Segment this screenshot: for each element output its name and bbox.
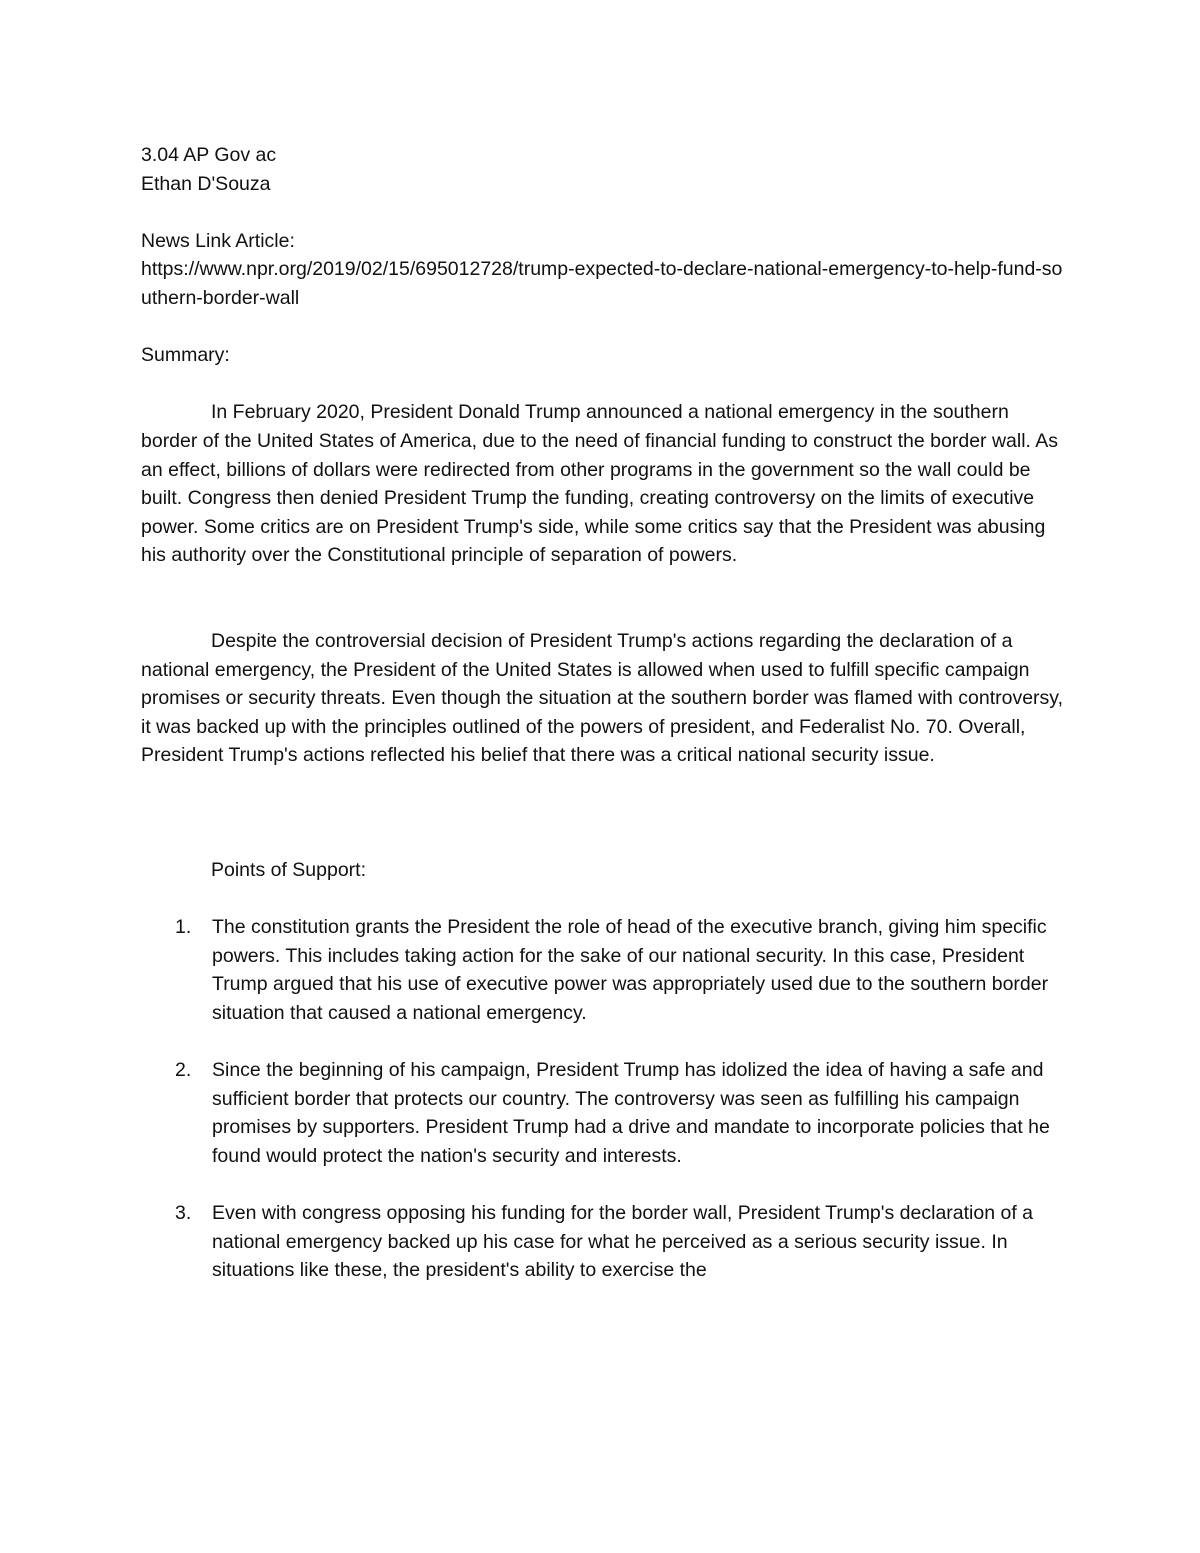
list-item: [141, 1056, 1066, 1170]
list-item-text: Even with congress opposing his funding for the border wall, President Trump's declaration of a national emergency backed up his case for what he perceived as a serious security issue. In situations like these, the president's ability to exercise the: [212, 1201, 1034, 1282]
list-item-text: Since the beginning of his campaign, President Trump has idolized the idea of having a safe and sufficient border that protects our country. The controversy was seen as fulfilling his campaign promises by supporters. President Trump had a drive and mandate to incorporate policies that he found would protect the nation's security and interests.: [212, 1059, 1050, 1167]
summary-paragraph-2: Despite the controversial decision of President Trump's actions regarding the declaration of a national emergency, the President of the United States is allowed when used to fulfill specific campaign promises or security threats. Even though the situation at the southern border was flamed with controversy, it was backed up with the principles outlined of the powers of president, and Federalist No. 70. Overall, President Trump's actions reflected his belief that there was a critical national security issue.: [141, 630, 1064, 767]
list-item: [141, 913, 1066, 1027]
spacer: [141, 770, 1066, 799]
spacer: [141, 313, 1066, 342]
list-item-text: The constitution grants the President the role of head of the executive branch, giving him specific powers. This includes taking action for the sake of our national security. In this case, President Trump argued that his use of executive power was appropriately used due to the southern border situation that caused a national emergency.: [212, 916, 1049, 1024]
spacer: [141, 799, 1066, 828]
points-of-support-label: Points of Support:: [211, 858, 367, 881]
list-item-number: 3.: [175, 1201, 192, 1224]
spacer: [141, 599, 1066, 628]
spacer: [141, 884, 1066, 913]
spacer: [141, 198, 1066, 227]
summary-label: Summary:: [141, 344, 230, 367]
spacer: [141, 370, 1066, 399]
document-title: 3.04 AP Gov ac: [141, 144, 277, 166]
news-link-url[interactable]: https://www.npr.org/2019/02/15/695012728/trump-expected-to-declare-national-emergency-to-help-fund-southern-border-wall: [141, 258, 1063, 309]
list-item: [141, 1199, 1066, 1285]
document-body: [141, 141, 1066, 1313]
summary-paragraph-1: In February 2020, President Donald Trump announced a national emergency in the southern border of the United States of America, due to the need of financial funding to construct the border wall. As an effect, billions of dollars were redirected from other programs in the government so the wall could be built. Congress then denied President Trump the funding, creating controversy on the limits of executive power. Some critics are on President Trump's side, while some critics say that the President was abusing his authority over the Constitutional principle of separation of powers.: [141, 401, 1059, 567]
author-name: Ethan D'Souza: [141, 172, 271, 195]
list-item-number: 2.: [175, 1059, 192, 1081]
support-points-list: [141, 913, 1066, 1285]
spacer: [141, 570, 1066, 599]
news-link-label: News Link Article:: [141, 229, 295, 252]
spacer: [141, 827, 1066, 856]
list-item-number: 1.: [175, 916, 192, 939]
